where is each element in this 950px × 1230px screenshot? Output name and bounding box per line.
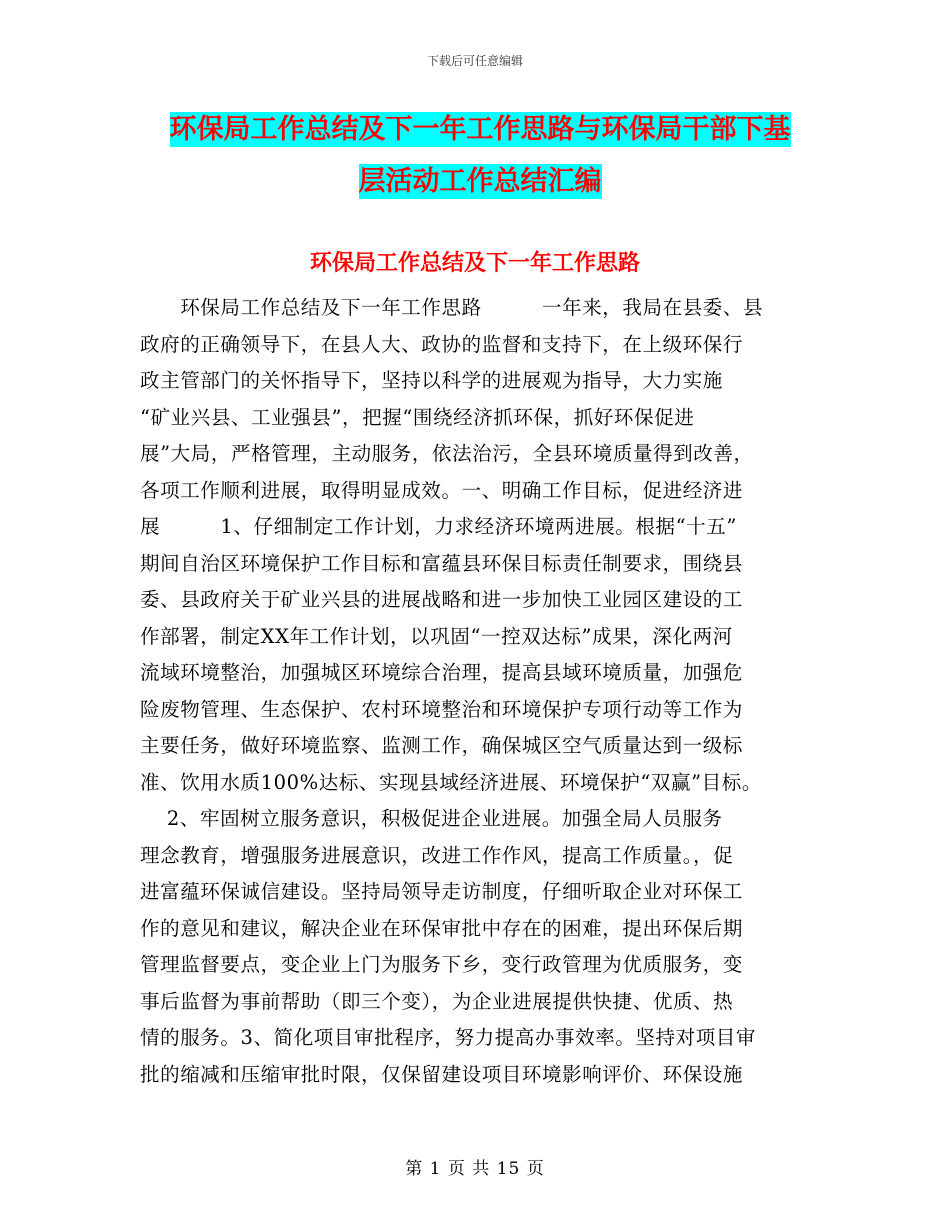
body-line: 展”大局，严格管理，主动服务，依法治污，全县环境质量得到改善， <box>140 442 754 465</box>
document-title-line-1: 环保局工作总结及下一年工作思路与环保局干部下基 <box>169 114 791 145</box>
body-line: 准、饮用水质100%达标、实现县域经济进展、环境保护“双赢”目标。 <box>140 770 762 794</box>
body-line: 流域环境整治，加强城区环境综合治理，提高县域环境质量，加强危 <box>140 661 744 684</box>
body-line: 各项工作顺利进展，取得明显成效。一、明确工作目标，促进经济进 <box>140 478 744 502</box>
body-line: 2、牢固树立服务意识，积极促进企业进展。加强全局人员服务 <box>140 807 723 830</box>
body-line: 险废物管理、生态保护、农村环境整治和环境保护专项行动等工作为 <box>140 697 744 721</box>
body-line: 情的服务。3、简化项目审批程序，努力提高办事效率。坚持对项目审 <box>140 1026 757 1049</box>
section-heading: 环保局工作总结及下一年工作思路 <box>309 251 640 276</box>
body-line: 期间自治区环境保护工作目标和富蕴县环保目标责任制要求，围绕县 <box>140 551 744 575</box>
document-title-line-2: 层活动工作总结汇编 <box>358 166 602 197</box>
body-line: “矿业兴县、工业强县”，把握“围绕经济抓环保，抓好环保促进 <box>140 405 695 429</box>
body-line: 政主管部门的关怀指导下，坚持以科学的进展观为指导，大力实施 <box>140 369 723 392</box>
body-line: 环保局工作总结及下一年工作思路 一年来，我局在县委、县 <box>140 296 764 319</box>
body-line: 理念教育，增强服务进展意识，改进工作作风，提高工作质量。，促 <box>140 843 734 867</box>
body-line: 事后监督为事前帮助（即三个变），为企业进展提供快捷、优质、热 <box>140 989 734 1013</box>
body-text <box>140 290 810 1093</box>
body-line: 批的缩减和压缩审批时限，仅保留建设项目环境影响评价、环保设施 <box>140 1062 744 1086</box>
body-line: 主要任务，做好环境监察、监测工作，确保城区空气质量达到一级标 <box>140 734 744 757</box>
body-line: 委、县政府关于矿业兴县的进展战略和进一步加快工业园区建设的工 <box>140 588 744 611</box>
body-line: 管理监督要点，变企业上门为服务下乡，变行政管理为优质服务，变 <box>140 953 744 976</box>
body-line: 政府的正确领导下，在县人大、政协的监督和支持下，在上级环保行 <box>140 332 744 356</box>
page-number: 第 1 页 共 15 页 <box>405 1159 545 1179</box>
header-note: 下载后可任意编辑 <box>426 54 523 68</box>
body-line: 作部署，制定XX年工作计划，以巩固“一控双达标”成果，深化两河 <box>140 624 733 648</box>
document-title <box>150 104 810 208</box>
body-line: 展 1、仔细制定工作计划，力求经济环境两进展。根据“十五” <box>140 515 737 538</box>
body-line: 作的意见和建议，解决企业在环保审批中存在的困难，提出环保后期 <box>140 916 744 940</box>
body-line: 进富蕴环保诚信建设。坚持局领导走访制度，仔细听取企业对环保工 <box>140 880 744 903</box>
